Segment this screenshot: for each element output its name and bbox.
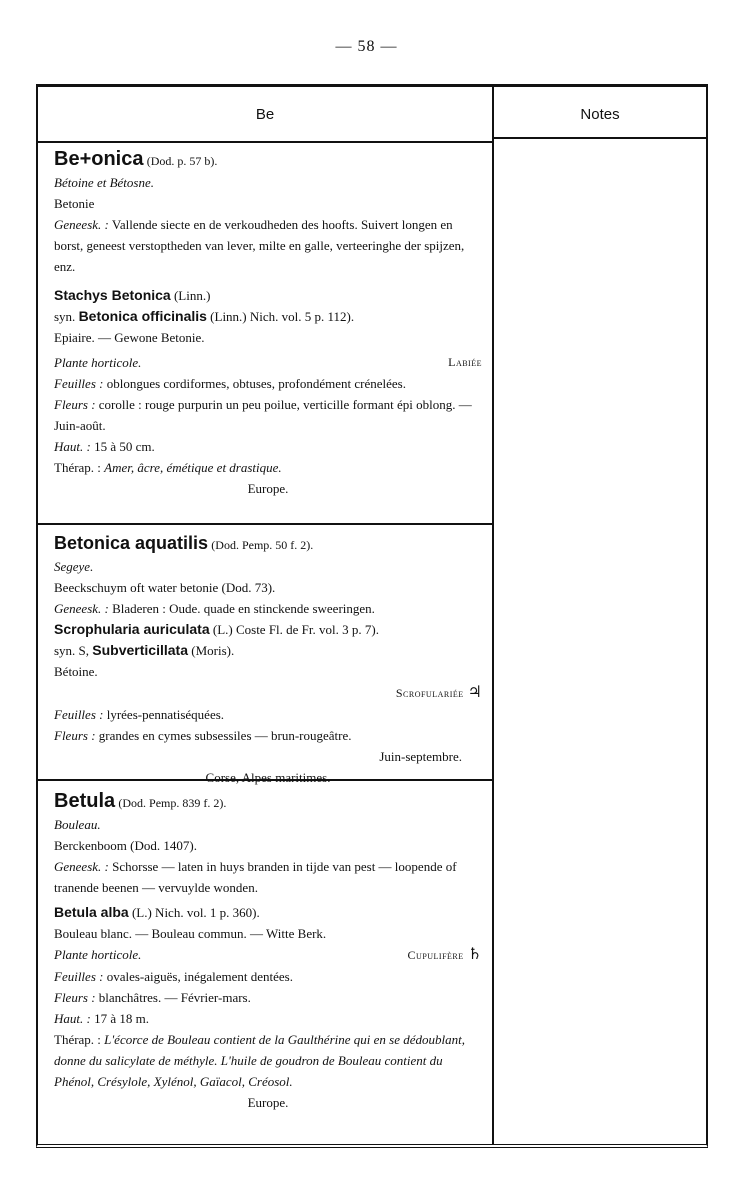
use-label: Geneesk. : bbox=[54, 601, 109, 616]
species-reference: (Linn.) bbox=[173, 288, 211, 303]
dutch-name: Betonie bbox=[54, 196, 95, 211]
use-label: Geneesk. : bbox=[54, 217, 109, 232]
height-text: 15 à 50 cm. bbox=[94, 439, 155, 454]
common-names: Bouleau blanc. — Bouleau commun. — Witte Berk. bbox=[54, 926, 327, 941]
plant-family: Cupulifère bbox=[407, 948, 464, 962]
woody-symbol-icon: ♄ bbox=[467, 946, 482, 963]
synonym-reference: (Linn.) Nich. vol. 5 p. 112). bbox=[210, 309, 355, 324]
title-reference: (Dod. Pemp. 50 f. 2). bbox=[211, 538, 314, 552]
height-label: Haut. : bbox=[54, 1011, 91, 1026]
species-reference: (L.) Coste Fl. de Fr. vol. 3 p. 7). bbox=[212, 622, 379, 637]
habitat: Plante horticole. bbox=[54, 355, 142, 370]
use-text: Vallende siecte en de verkoudheden des hoofts. Suivert longen en borst, geneest verstoptheden van lever, milte en galle, verteeringhe der spijzen, enz. bbox=[54, 217, 465, 274]
dutch-name: Segeye. bbox=[54, 559, 94, 574]
dutch-name: Berckenboom (Dod. 1407). bbox=[54, 838, 197, 853]
entries-table bbox=[36, 84, 708, 1148]
species-name: Stachys Betonica bbox=[54, 287, 171, 303]
plant-family: Labiée bbox=[448, 355, 482, 369]
region: Europe. bbox=[247, 481, 289, 496]
leaves-label: Feuilles : bbox=[54, 707, 104, 722]
leaves-text: ovales-aiguës, inégalement dentées. bbox=[106, 969, 293, 984]
header-rule-notes bbox=[494, 137, 706, 139]
genus-name: Betula bbox=[54, 790, 116, 812]
synonym-label: syn. bbox=[54, 309, 76, 324]
synonym-name: Subverticillata bbox=[92, 642, 188, 658]
synonym-name: Betonica officinalis bbox=[78, 308, 207, 324]
height-label: Haut. : bbox=[54, 439, 91, 454]
leaves-label: Feuilles : bbox=[54, 376, 104, 391]
french-names: Bétoine et Bétosne. bbox=[54, 175, 154, 190]
therap-text: L'écorce de Bouleau contient de la Gaulthérine qui en se dédoublant, donne du salicylate de méthyle. L'huile de goudron de Bouleau contient du Phénol, Crésylole, Xylénol, Gaïacol, Créosol. bbox=[54, 1032, 465, 1089]
use-text: Schorsse — laten in huys branden in tijde van pest — loopende of tranende beenen — vervuylde wonden. bbox=[54, 859, 457, 895]
header-rule-main bbox=[38, 141, 492, 143]
region: Corse, Alpes maritimes. bbox=[205, 770, 331, 785]
entry-title: Betonica aquatilis bbox=[54, 533, 209, 553]
french-name: Bouleau. bbox=[54, 817, 101, 832]
use-text: Bladeren : Oude. quade en stinckende sweeringen. bbox=[112, 601, 375, 616]
common-names: Epiaire. — Gewone Betonie. bbox=[54, 330, 205, 345]
flowers-text: blanchâtres. — Février-mars. bbox=[98, 990, 251, 1005]
genus-name: Be+onica bbox=[54, 148, 144, 170]
common-names: Bétoine. bbox=[54, 664, 98, 679]
therap-label: Thérap. : bbox=[54, 1032, 101, 1047]
species-reference: (L.) Nich. vol. 1 p. 360). bbox=[131, 905, 260, 920]
region: Europe. bbox=[247, 1095, 289, 1110]
flowers-label: Fleurs : bbox=[54, 397, 96, 412]
leaves-text: oblongues cordiformes, obtuses, profondément crénelées. bbox=[106, 376, 406, 391]
page-number: — 58 — bbox=[335, 38, 398, 55]
perennial-symbol-icon: ♃ bbox=[467, 684, 482, 701]
synonym-reference: (Moris). bbox=[191, 643, 235, 658]
leaves-label: Feuilles : bbox=[54, 969, 104, 984]
column-header-notes: Notes bbox=[580, 105, 620, 123]
leaves-text: lyrées-pennatiséquées. bbox=[106, 707, 225, 722]
column-header-main: Be bbox=[255, 105, 275, 123]
season: Juin-septembre. bbox=[379, 749, 462, 764]
use-label: Geneesk. : bbox=[54, 859, 109, 874]
flowers-label: Fleurs : bbox=[54, 728, 96, 743]
flowers-text: corolle : rouge purpurin un peu poilue, verticille formant épi oblong. — Juin-août. bbox=[54, 397, 472, 433]
description: Beeckschuym oft water betonie (Dod. 73). bbox=[54, 580, 276, 595]
entry-betonica-aquatilis bbox=[54, 533, 482, 788]
flowers-label: Fleurs : bbox=[54, 990, 96, 1005]
synonym-label: syn. S, bbox=[54, 643, 90, 658]
therap-label: Thérap. : bbox=[54, 460, 101, 475]
species-name: Betula alba bbox=[54, 904, 129, 920]
flowers-text: grandes en cymes subsessiles — brun-rougeâtre. bbox=[98, 728, 352, 743]
column-divider bbox=[492, 87, 494, 1144]
entry-betonica bbox=[54, 149, 482, 499]
plant-family: Scrofulariée bbox=[395, 686, 464, 700]
species-name: Scrophularia auriculata bbox=[54, 621, 210, 637]
genus-reference: (Dod. p. 57 b). bbox=[146, 154, 218, 168]
entry-betula bbox=[54, 791, 482, 1113]
habitat: Plante horticole. bbox=[54, 947, 142, 962]
therap-text: Amer, âcre, émétique et drastique. bbox=[104, 460, 282, 475]
entry-divider-1 bbox=[38, 523, 492, 525]
height-text: 17 à 18 m. bbox=[94, 1011, 149, 1026]
genus-reference: (Dod. Pemp. 839 f. 2). bbox=[118, 796, 227, 810]
